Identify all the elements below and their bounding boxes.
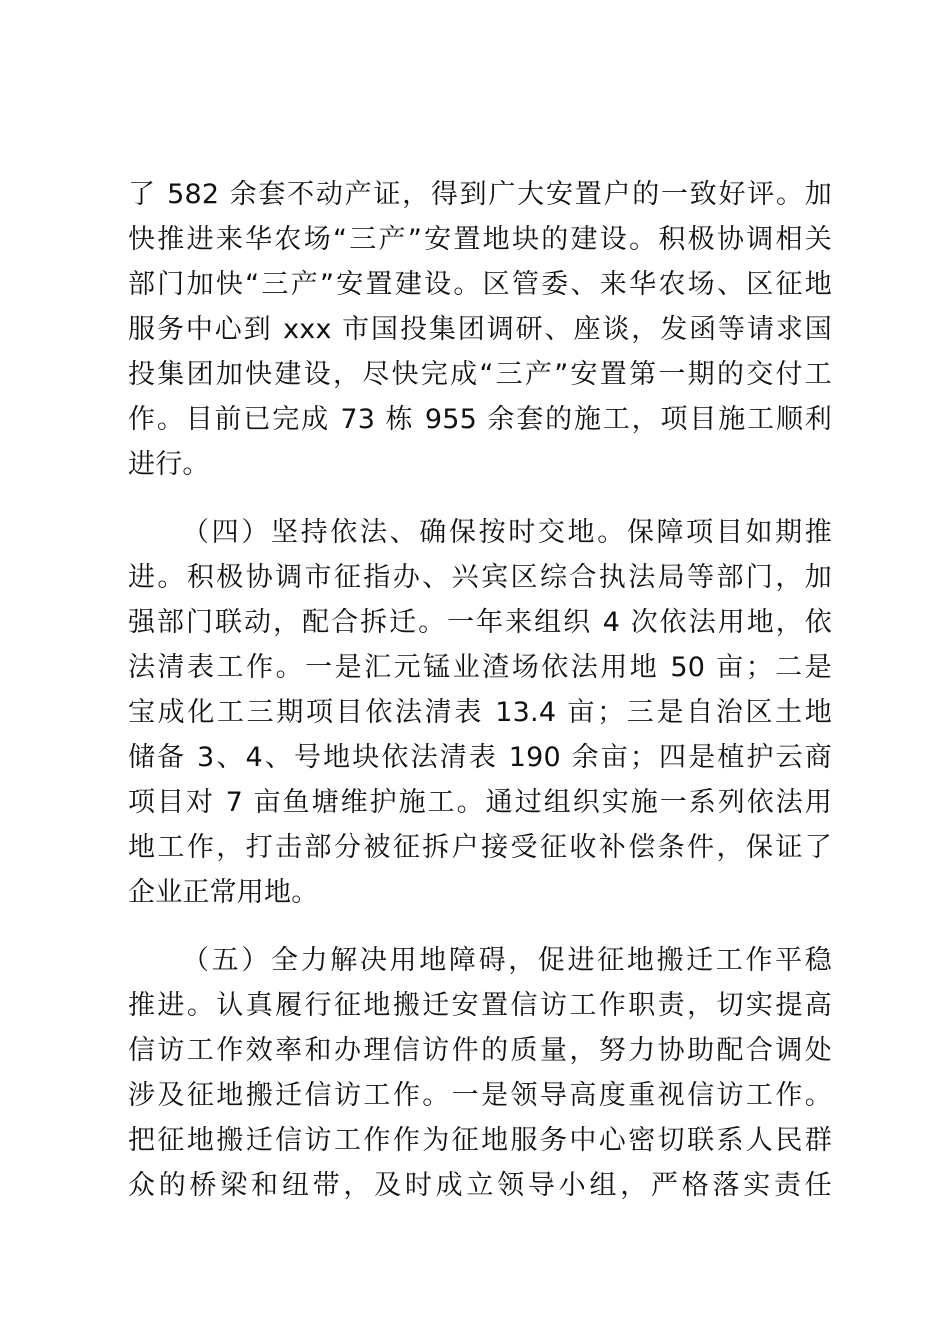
text-line: 进行。: [128, 449, 210, 480]
text-line: 储备 3、4、号地块依法清表 190 余亩；四是植护云商: [128, 742, 832, 773]
text-line: 强部门联动，配合拆迁。一年来组织 4 次依法用地，依: [128, 607, 832, 638]
text-line: 部门加快“三产”安置建设。区管委、来华农场、区征地: [128, 269, 832, 300]
text-line: 企业正常用地。: [128, 877, 319, 908]
text-line: 项目对 7 亩鱼塘维护施工。通过组织实施一系列依法用: [128, 787, 832, 818]
text-line: （四）坚持依法、确保按时交地。保障项目如期推: [182, 517, 832, 548]
text-line: 宝成化工三期项目依法清表 13.4 亩；三是自治区土地: [128, 697, 832, 728]
text-line: 涉及征地搬迁信访工作。一是领导高度重视信访工作。: [128, 1080, 832, 1111]
text-line: 推进。认真履行征地搬迁安置信访工作职责，切实提高: [128, 990, 832, 1021]
paragraph-1: [128, 172, 832, 487]
text-line: 进。积极协调市征指办、兴宾区综合执法局等部门，加: [128, 562, 832, 593]
text-line: 快推进来华农场“三产”安置地块的建设。积极协调相关: [128, 224, 832, 255]
text-line: 地工作，打击部分被征拆户接受征收补偿条件，保证了: [128, 832, 832, 863]
text-line: 了 582 余套不动产证，得到广大安置户的一致好评。加: [128, 179, 832, 210]
text-line: 作。目前已完成 73 栋 955 余套的施工，项目施工顺利: [128, 404, 832, 435]
paragraph-2: [128, 510, 832, 915]
text-line: 众的桥梁和纽带，及时成立领导小组，严格落实责任: [128, 1170, 832, 1201]
text-line: 服务中心到 xxx 市国投集团调研、座谈，发函等请求国: [128, 314, 832, 345]
text-line: 把征地搬迁信访工作作为征地服务中心密切联系人民群: [128, 1125, 832, 1156]
document-body: [128, 172, 832, 1231]
text-line: 法清表工作。一是汇元锰业渣场依法用地 50 亩；二是: [128, 652, 832, 683]
text-line: 信访工作效率和办理信访件的质量，努力协助配合调处: [128, 1035, 832, 1066]
paragraph-3: [128, 938, 832, 1208]
text-line: （五）全力解决用地障碍，促进征地搬迁工作平稳: [182, 945, 832, 976]
text-line: 投集团加快建设，尽快完成“三产”安置第一期的交付工: [128, 359, 832, 390]
